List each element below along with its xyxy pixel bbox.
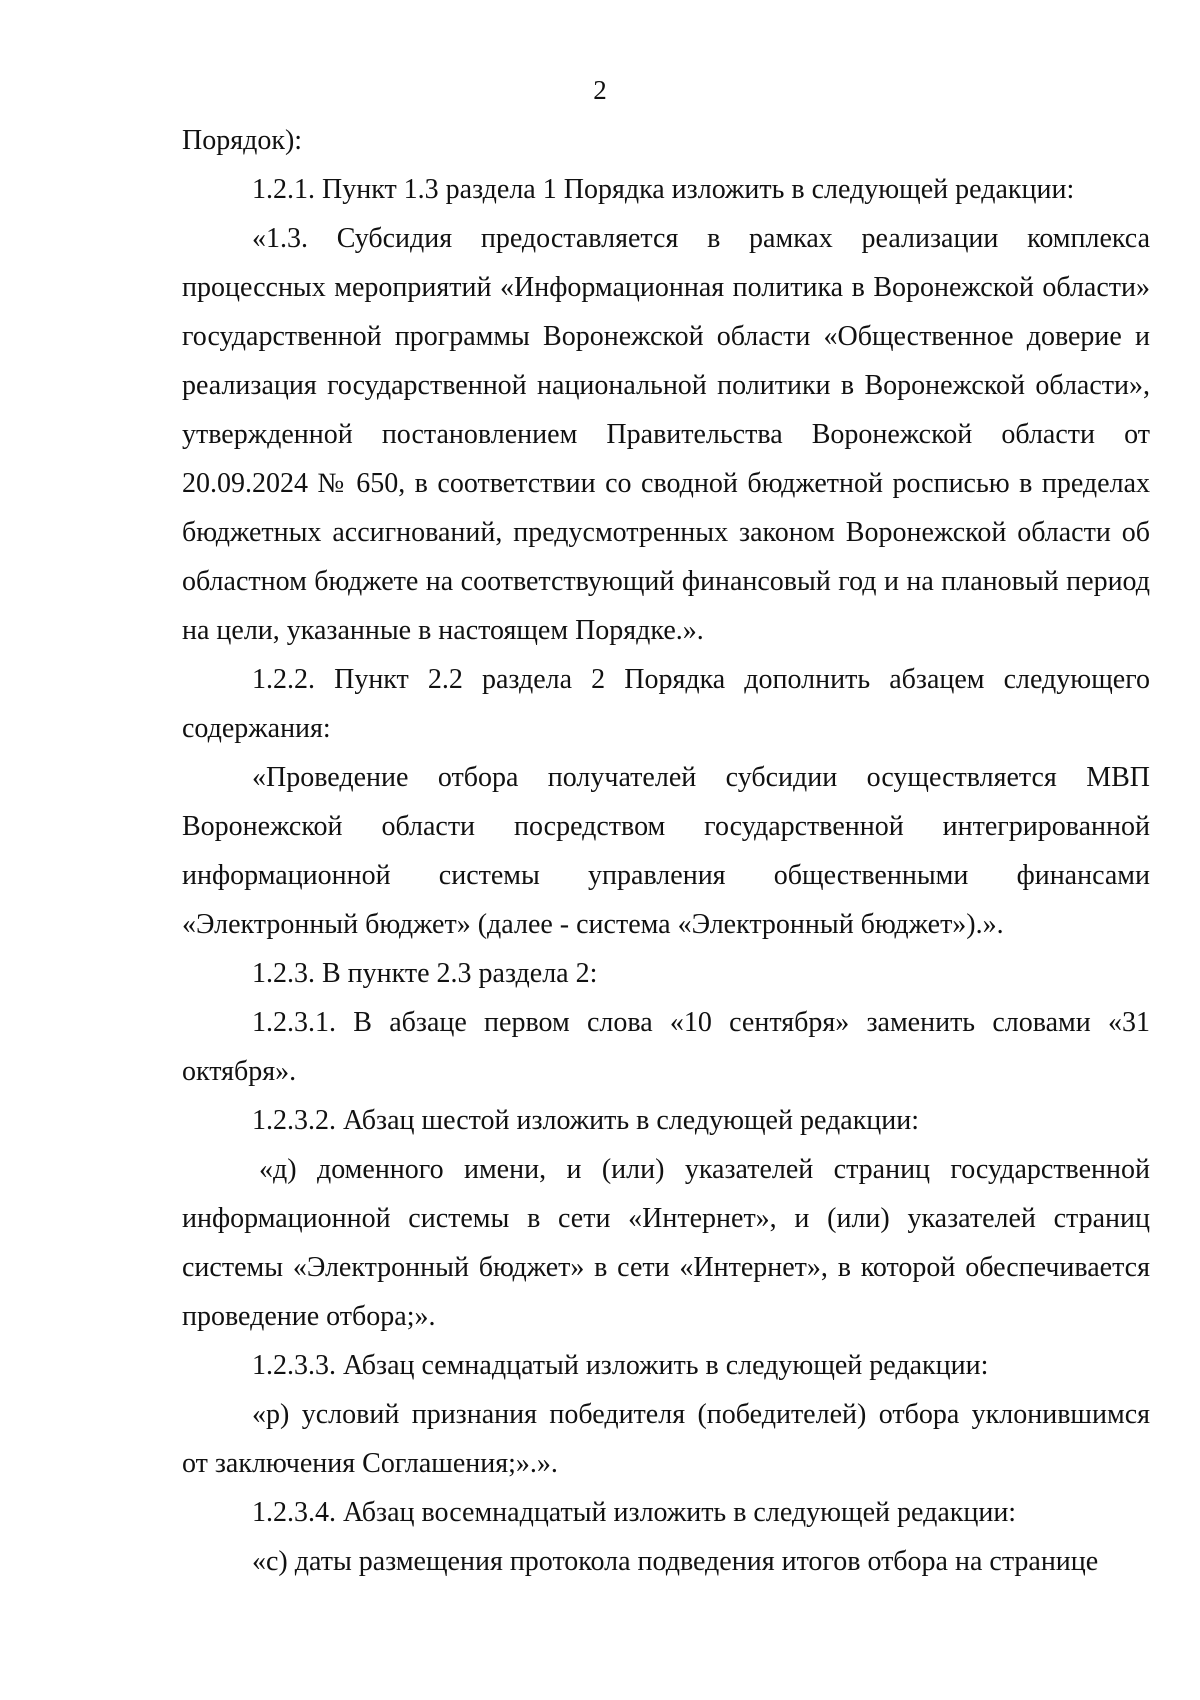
paragraph-quote-1-3: «1.3. Субсидия предоставляется в рамках реализации комплекса процессных мероприятий «Информационная политика в Воронежской области» государственной программы Воронежской области «Общественное доверие и реализация государственной национальной политики в Воронежской области», утвержденной постановлением Правительства Воронежской области от 20.09.2024 № 650, в соответствии со сводной бюджетной росписью в пределах бюджетных ассигнований, предусмотренных законом Воронежской области об областном бюджете на соответствующий финансовый год и на плановый период на цели, указанные в настоящем Порядке.». — [182, 223, 1150, 646]
document-body — [182, 116, 1150, 1586]
paragraph-quote-d: «д) доменного имени, и (или) указателей страниц государственной информационной системы в сети «Интернет», и (или) указателей страниц системы «Электронный бюджет» в сети «Интернет», в которой обеспечивается проведение отбора;». — [182, 1154, 1150, 1332]
paragraph-quote-s: «с) даты размещения протокола подведения итогов отбора на странице — [252, 1546, 1099, 1577]
paragraph-continuation: Порядок): — [182, 125, 303, 156]
paragraph-1-2-1: 1.2.1. Пункт 1.3 раздела 1 Порядка изложить в следующей редакции: — [252, 174, 1075, 205]
paragraph-quote-r: «р) условий признания победителя (победителей) отбора уклонившимся от заключения Соглашения;».». — [182, 1399, 1150, 1479]
paragraph-1-2-3-3: 1.2.3.3. Абзац семнадцатый изложить в следующей редакции: — [252, 1350, 989, 1381]
paragraph-1-2-3-1: 1.2.3.1. В абзаце первом слова «10 сентября» заменить словами «31 октября». — [182, 1007, 1150, 1087]
paragraph-1-2-3-2: 1.2.3.2. Абзац шестой изложить в следующей редакции: — [252, 1105, 920, 1136]
page-number: 2 — [593, 75, 607, 105]
paragraph-1-2-3: 1.2.3. В пункте 2.3 раздела 2: — [252, 958, 598, 989]
paragraph-quote-selection: «Проведение отбора получателей субсидии осуществляется МВП Воронежской области посредством государственной интегрированной информационной системы управления общественными финансами «Электронный бюджет» (далее - система «Электронный бюджет»).». — [182, 762, 1150, 940]
paragraph-1-2-2: 1.2.2. Пункт 2.2 раздела 2 Порядка дополнить абзацем следующего содержания: — [182, 664, 1150, 744]
paragraph-1-2-3-4: 1.2.3.4. Абзац восемнадцатый изложить в следующей редакции: — [252, 1497, 1017, 1528]
